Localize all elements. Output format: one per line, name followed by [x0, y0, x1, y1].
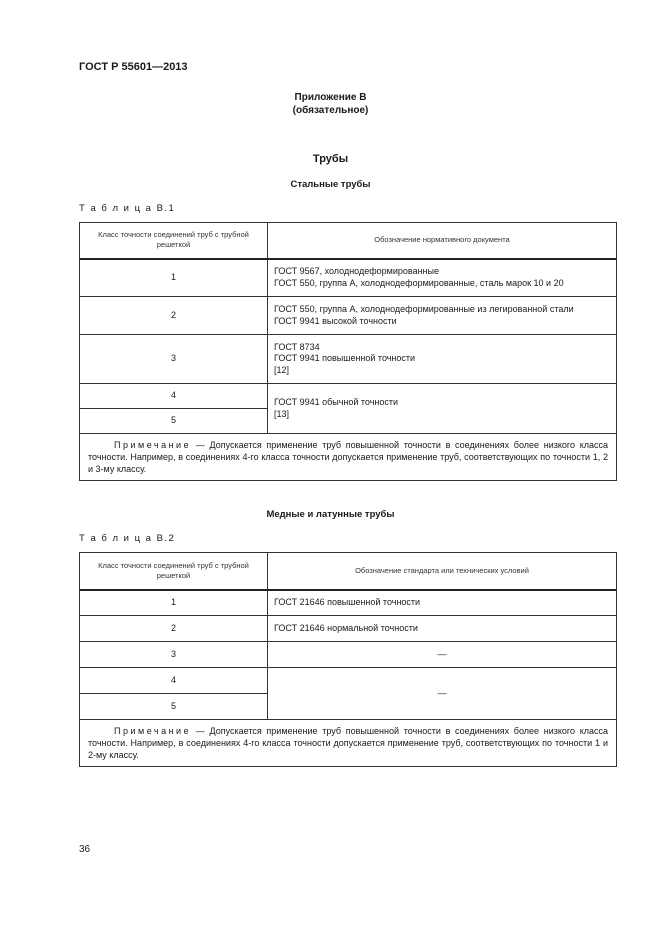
note-text: — Допускается применение труб повышенной точности в соединениях более низкого класса точности. Например, в соединениях 4-го класса точности допускается применение труб, соответствующих по точности 1 и 2-му классу.: [88, 726, 608, 760]
class-cell: 5: [80, 409, 268, 434]
table-b2-caption: Т а б л и ц а В.2: [79, 533, 176, 544]
table-b2-note: [80, 720, 617, 767]
section-title: Трубы: [312, 153, 349, 165]
table-row: [80, 668, 617, 694]
doc-line: ГОСТ 9941 высокой точности: [274, 315, 397, 326]
class-cell: 3: [80, 335, 268, 384]
table-row: [80, 590, 617, 616]
class-cell: 4: [80, 384, 268, 409]
table-b2: [79, 552, 617, 767]
note-label: Примечание: [114, 726, 192, 736]
class-cell: 5: [80, 694, 268, 720]
steel-heading: Стальные трубы: [290, 179, 371, 190]
appendix-subtitle: (обязательное): [292, 105, 369, 116]
doc-line: ГОСТ 550, группа А, холоднодеформированные, сталь марок 10 и 20: [274, 277, 564, 288]
table-b2-col2-header: Обозначение стандарта или технических условий: [268, 553, 617, 590]
doc-line: [13]: [274, 408, 290, 419]
class-cell: 1: [80, 590, 268, 616]
table-row: [80, 259, 617, 297]
doc-cell: —: [268, 642, 617, 668]
table-row: [80, 384, 617, 409]
doc-cell: [268, 259, 617, 297]
doc-line: ГОСТ 550, группа А, холоднодеформированные из легированной стали: [274, 304, 574, 314]
table-row: [80, 616, 617, 642]
class-cell: 4: [80, 668, 268, 694]
table-b1-note: [80, 434, 617, 481]
doc-cell: [268, 297, 617, 335]
table-b1: [79, 222, 617, 481]
doc-cell: —: [268, 668, 617, 720]
document-code: ГОСТ Р 55601—2013: [79, 61, 188, 73]
note-text: — Допускается применение труб повышенной точности в соединениях более низкого класса точности. Например, в соединениях 4-го класса точности допускается применение труб, соответствующих по точности 1, 2 и 3-му классу.: [88, 440, 608, 474]
class-cell: 2: [80, 616, 268, 642]
class-cell: 3: [80, 642, 268, 668]
copper-heading: Медные и латунные трубы: [266, 509, 395, 520]
appendix-heading: [0, 91, 661, 117]
table-row: [80, 335, 617, 384]
doc-line: ГОСТ 9567, холоднодеформированные: [274, 266, 439, 277]
table-b1-col1-header: Класс точности соединений труб с трубной решеткой: [80, 223, 268, 259]
table-b1-col2-header: Обозначение нормативного документа: [268, 223, 617, 259]
class-cell: 1: [80, 259, 268, 297]
doc-line: ГОСТ 9941 обычной точности: [274, 397, 399, 407]
doc-cell: ГОСТ 21646 нормальной точности: [268, 616, 617, 642]
table-row: [80, 297, 617, 335]
doc-line: [12]: [274, 364, 290, 375]
doc-line: ГОСТ 8734: [274, 341, 320, 352]
note-label: Примечание: [114, 440, 192, 450]
doc-cell: [268, 384, 617, 434]
table-b1-caption: Т а б л и ц а В.1: [79, 203, 176, 214]
appendix-title: Приложение В: [294, 92, 367, 103]
page-number: 36: [79, 844, 91, 855]
table-b2-col1-header: Класс точности соединений труб с трубной решеткой: [80, 553, 268, 590]
doc-cell: [268, 335, 617, 384]
table-note-row: [80, 434, 617, 481]
doc-line: ГОСТ 9941 повышенной точности: [274, 353, 416, 364]
table-row: [80, 642, 617, 668]
class-cell: 2: [80, 297, 268, 335]
table-note-row: [80, 720, 617, 767]
doc-cell: ГОСТ 21646 повышенной точности: [268, 590, 617, 616]
